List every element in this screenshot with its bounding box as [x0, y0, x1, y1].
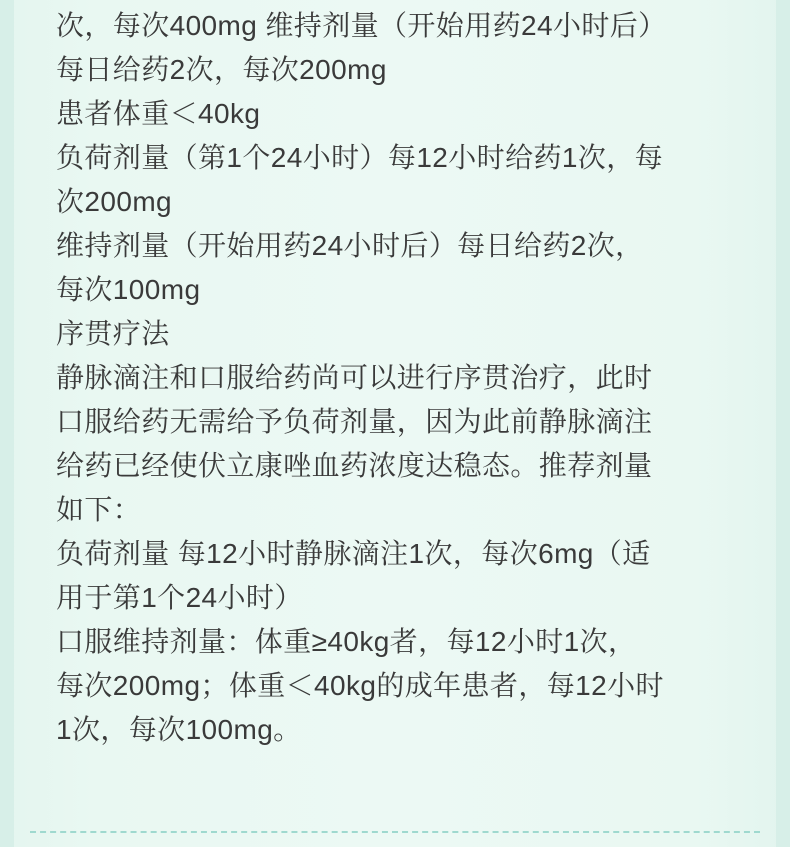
- text-line: 负荷剂量 每12小时静脉滴注1次，每次6mg（适: [56, 538, 651, 569]
- text-line: 序贯疗法: [56, 318, 170, 349]
- text-line: 口服维持剂量：体重≥40kg者，每12小时1次，: [56, 626, 637, 657]
- text-line: 用于第1个24小时）: [56, 582, 303, 613]
- page-left-edge: [0, 0, 14, 847]
- text-line: 每日给药2次，每次200mg: [56, 54, 387, 85]
- page-right-edge: [776, 0, 790, 847]
- text-line: 给药已经使伏立康唑血药浓度达稳态。推荐剂量: [56, 450, 653, 481]
- text-line: 负荷剂量（第1个24小时）每12小时给药1次，每: [56, 142, 664, 173]
- text-line: 1次，每次100mg。: [56, 714, 302, 745]
- text-line: 维持剂量（开始用药24小时后）每日给药2次，: [56, 230, 644, 261]
- text-line: 如下：: [56, 494, 142, 525]
- text-line: 次200mg: [56, 186, 173, 217]
- text-line: 口服给药无需给予负荷剂量，因为此前静脉滴注: [56, 406, 653, 437]
- text-line: 每次200mg；体重＜40kg的成年患者，每12小时: [56, 670, 664, 701]
- text-line: 患者体重＜40kg: [56, 98, 261, 129]
- section-divider: [30, 831, 760, 833]
- text-line: 每次100mg: [56, 274, 201, 305]
- text-line: 静脉滴注和口服给药尚可以进行序贯治疗，此时: [56, 362, 653, 393]
- document-body: [56, 4, 750, 752]
- text-line: 次，每次400mg 维持剂量（开始用药24小时后）: [56, 10, 667, 41]
